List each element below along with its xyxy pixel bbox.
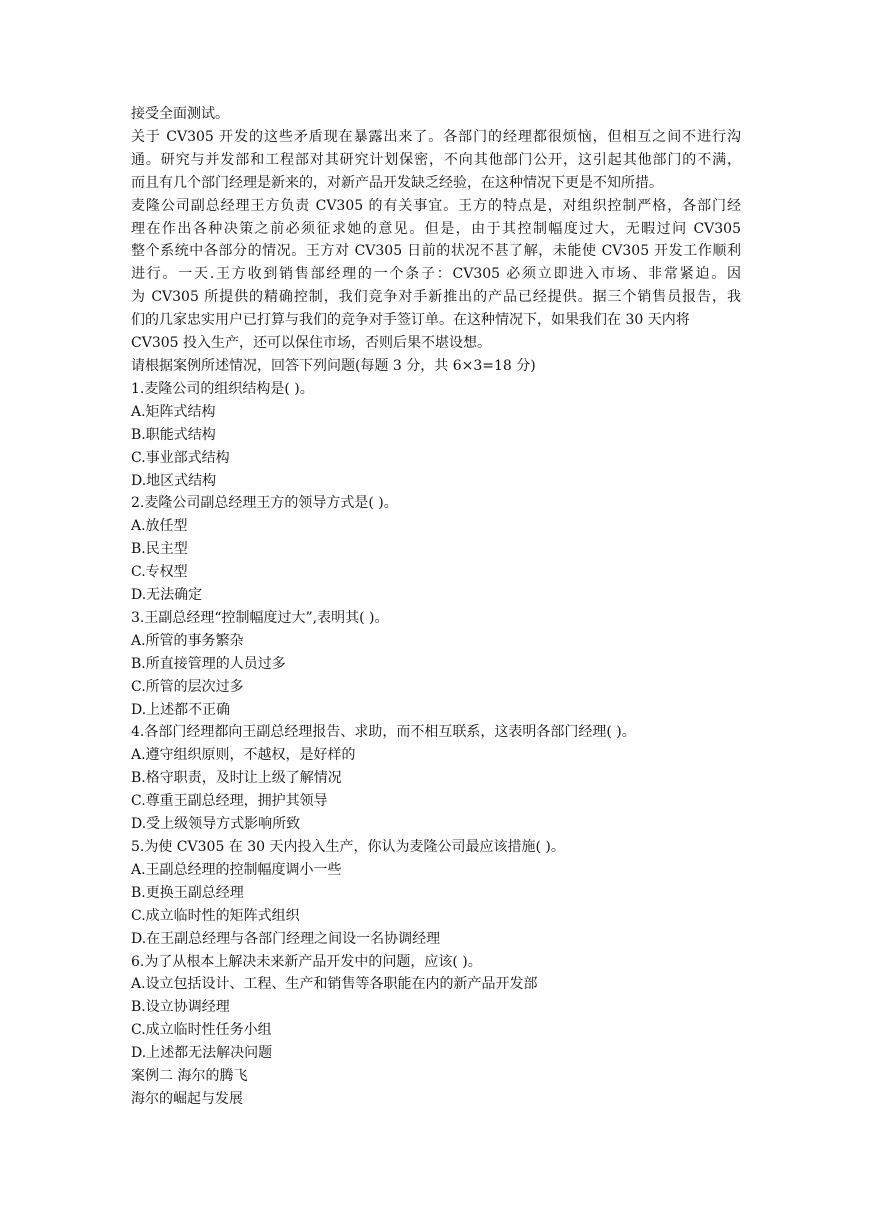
question-stem: 6.为了从根本上解决未来新产品开发中的问题，应该( )。	[131, 953, 482, 970]
option-d: D.地区式结构	[131, 472, 217, 489]
option-c: C.成立临时性任务小组	[131, 1022, 272, 1039]
option-b: B.所直接管理的人员过多	[131, 655, 286, 672]
question-stem: 2.麦隆公司副总经理王方的领导方式是( )。	[131, 495, 398, 512]
question-1	[131, 378, 741, 493]
option-a: A.所管的事务繁杂	[131, 632, 244, 649]
option-d: D.在王副总经理与各部门经理之间设一名协调经理	[131, 930, 441, 947]
paragraph-wangfang	[131, 195, 741, 355]
option-b: B.格守职责，及时让上级了解情况	[131, 770, 342, 787]
case2-title: 案例二 海尔的腾飞	[131, 1068, 248, 1085]
option-b: B.职能式结构	[131, 426, 216, 443]
paragraph-line: 通。研究与并发部和工程部对其研究计划保密，不向其他部门公开，这引起其他部门的不满，	[131, 151, 741, 168]
paragraph-line: 麦隆公司副总经理王方负责 CV305 的有关事宜。王方的特点是，对组织控制严格，各部门经	[131, 197, 741, 214]
option-c: C.事业部式结构	[131, 449, 230, 466]
option-c: C.尊重王副总经理，拥护其领导	[131, 793, 328, 810]
paragraph-line: 而且有几个部门经理是新来的，对新产品开发缺乏经验，在这种情况下更是不知所措。	[131, 174, 663, 191]
paragraph-line: CV305 投入生产，还可以保住市场，否则后果不堪设想。	[131, 335, 491, 352]
option-a: A.遵守组织原则，不越权，是好样的	[131, 747, 356, 764]
question-stem: 5.为使 CV305 在 30 天内投入生产，你认为麦隆公司最应该措施( )。	[131, 839, 565, 855]
paragraph-line: 整个系统中各部分的情况。王方对 CV305 日前的状况不甚了解，未能使 CV305 开发工作顺利	[131, 243, 741, 260]
option-d: D.无法确定	[131, 587, 203, 604]
option-b: B.更换王副总经理	[131, 884, 244, 901]
option-a: A.矩阵式结构	[131, 403, 216, 420]
question-3	[131, 607, 741, 722]
option-c: C.专权型	[131, 564, 188, 581]
question-4	[131, 721, 741, 836]
question-6	[131, 951, 741, 1066]
instructions: 请根据案例所述情况，回答下列问题(每题 3 分，共 6×3=18 分)	[131, 357, 536, 374]
paragraph-conflicts	[131, 126, 741, 195]
question-stem: 4.各部门经理都向王副总经理报告、求助，而不相互联系，这表明各部门经理( )。	[131, 724, 636, 741]
question-2	[131, 492, 741, 607]
question-stem: 1.麦隆公司的组织结构是( )。	[131, 380, 314, 397]
case2-subtitle: 海尔的崛起与发展	[131, 1090, 243, 1107]
paragraph-line: 关于 CV305 开发的这些矛盾现在暴露出来了。各部门的经理都很烦恼，但相互之间不进行沟	[131, 128, 741, 145]
option-a: A.王副总经理的控制幅度调小一些	[131, 861, 342, 878]
option-d: D.上述都无法解决问题	[131, 1045, 273, 1062]
option-a: A.设立包括设计、工程、生产和销售等各职能在内的新产品开发部	[131, 976, 538, 993]
paragraph-line: 理在作出各种决策之前必须征求她的意见。但是，由于其控制幅度过大，无暇过问 CV305	[131, 220, 741, 237]
option-c: C.成立临时性的矩阵式组织	[131, 907, 300, 924]
document-page	[131, 103, 741, 1111]
intro-line: 接受全面测试。	[131, 106, 229, 122]
paragraph-line: 们的几家忠实用户已打算与我们的竞争对手签订单。在这种情况下，如果我们在 30 天内将	[131, 312, 690, 329]
option-d: D.受上级领导方式影响所致	[131, 816, 301, 833]
option-b: B.民主型	[131, 541, 188, 558]
option-d: D.上述都不正确	[131, 701, 231, 718]
question-stem: 3.王副总经理“控制幅度过大”,表明其( )。	[131, 609, 389, 626]
paragraph-line: 进行。一天.王方收到销售部经理的一个条子：CV305 必须立即进入市场、非常紧迫。因	[131, 266, 741, 283]
option-b: B.设立协调经理	[131, 999, 230, 1016]
option-c: C.所管的层次过多	[131, 678, 244, 695]
question-5	[131, 836, 741, 951]
paragraph-line: 为 CV305 所提供的精确控制，我们竞争对手新推出的产品已经提供。据三个销售员报告，我	[131, 289, 741, 306]
option-a: A.放任型	[131, 518, 188, 535]
